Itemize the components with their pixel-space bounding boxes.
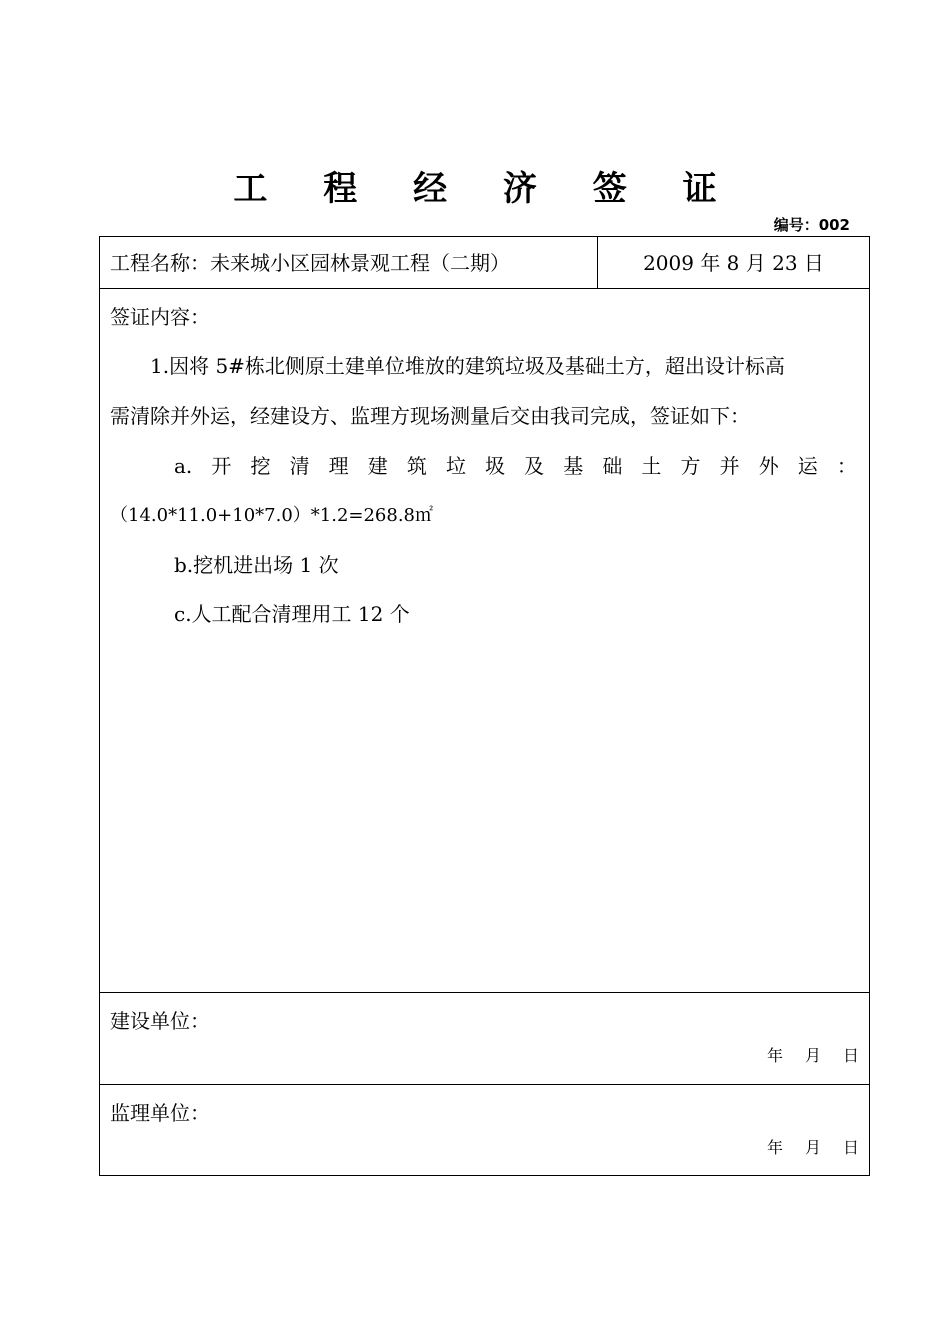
construction-day-label: 日 <box>842 1046 859 1065</box>
content-para1-line2: 需清除并外运，经建设方、监理方现场测量后交由我司完成，签证如下： <box>110 404 750 428</box>
content-para1-line1: 1.因将 5#栋北侧原土建单位堆放的建筑垃圾及基础土方，超出设计标高 <box>150 354 785 378</box>
item-a-description <box>174 452 857 480</box>
item-a-char: 建 <box>367 454 388 478</box>
header-date: 2009 年 8 月 23 日 <box>643 251 824 275</box>
item-a-char: 筑 <box>406 454 427 478</box>
item-a-char: 挖 <box>250 454 271 478</box>
item-a-char: 开 <box>211 454 232 478</box>
construction-unit-label: 建设单位： <box>110 1009 210 1033</box>
item-a-char: 外 <box>758 454 779 478</box>
content-bottom-border <box>100 992 869 993</box>
supervision-unit-label: 监理单位： <box>110 1101 210 1125</box>
item-a-char: ： <box>836 454 857 478</box>
content-label: 签证内容： <box>110 305 210 329</box>
header-row-border <box>100 288 869 289</box>
supervision-unit-date <box>767 1137 859 1159</box>
item-a-char: 土 <box>641 454 662 478</box>
supervision-day-label: 日 <box>842 1138 859 1157</box>
item-a-char: 方 <box>680 454 701 478</box>
item-a-char: 及 <box>524 454 545 478</box>
item-a-char: 础 <box>602 454 623 478</box>
visa-form <box>99 236 870 1176</box>
item-a-char: 运 <box>797 454 818 478</box>
item-a-char: 圾 <box>485 454 506 478</box>
construction-unit-date <box>767 1045 859 1067</box>
supervision-year-label: 年 <box>766 1138 783 1157</box>
item-a-formula: （14.0*11.0+10*7.0）*1.2=268.8㎡ <box>110 505 434 526</box>
document-number: 编号：002 <box>773 216 850 234</box>
item-a-char: 清 <box>289 454 310 478</box>
supervision-month-label: 月 <box>804 1138 821 1157</box>
item-a-char: 垃 <box>445 454 466 478</box>
construction-year-label: 年 <box>766 1046 783 1065</box>
construction-month-label: 月 <box>804 1046 821 1065</box>
item-b: b.挖机进出场 1 次 <box>174 553 339 577</box>
item-a-char: a. <box>174 454 193 478</box>
construction-bottom-border <box>100 1084 869 1085</box>
item-a-char: 并 <box>719 454 740 478</box>
item-a-char: 基 <box>563 454 584 478</box>
document-title: 工 程 经 济 签 证 <box>233 169 739 209</box>
item-c: c.人工配合清理用工 12 个 <box>174 602 410 626</box>
item-a-char: 理 <box>328 454 349 478</box>
project-name: 工程名称：未来城小区园林景观工程（二期） <box>110 251 510 275</box>
